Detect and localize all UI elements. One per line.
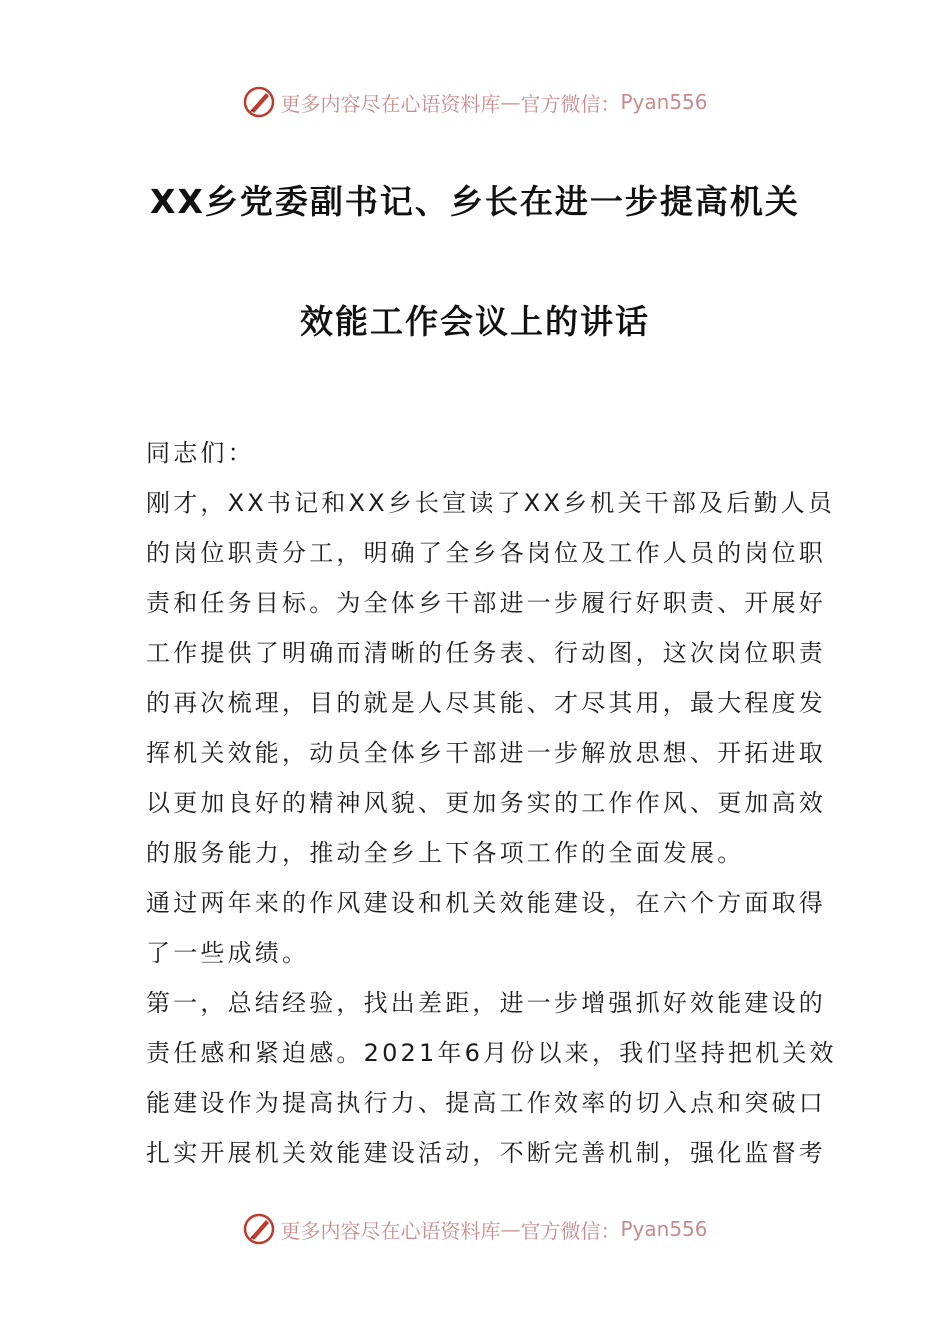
body-line: 能建设作为提高执行力、提高工作效率的切入点和突破口	[146, 1089, 826, 1117]
body-line: 刚才，XX书记和XX乡长宣读了XX乡机关干部及后勤人员	[146, 489, 836, 517]
body-line: 挥机关效能，动员全体乡干部进一步解放思想、开拓进取	[146, 739, 826, 767]
body-line: 的再次梳理，目的就是人尽其能、才尽其用，最大程度发	[146, 689, 826, 717]
document-title-line-1: XX乡党委副书记、乡长在进一步提高机关	[150, 182, 800, 221]
footer-watermark	[0, 1209, 950, 1249]
body-line: 了一些成绩。	[146, 939, 310, 967]
watermark-separator: —	[500, 90, 521, 114]
body-line: 的岗位职责分工，明确了全乡各岗位及工作人员的岗位职	[146, 539, 826, 567]
document-body	[146, 428, 837, 1178]
watermark-text: 更多内容尽在心语资料库	[280, 91, 501, 116]
body-line: 的服务能力，推动全乡上下各项工作的全面发展。	[146, 839, 745, 867]
pen-logo-icon	[242, 85, 276, 119]
watermark-wechat-id: Pyan556	[620, 90, 708, 114]
body-line: 责和任务目标。为全体乡干部进一步履行好职责、开展好	[146, 589, 826, 617]
watermark-wechat-label: 官方微信：	[520, 91, 621, 116]
body-line: 第一，总结经验，找出差距，进一步增强抓好效能建设的	[146, 989, 826, 1017]
body-line: 工作提供了明确而清晰的任务表、行动图，这次岗位职责	[146, 639, 826, 667]
body-line: 责任感和紧迫感。2021年6月份以来，我们坚持把机关效	[146, 1039, 837, 1067]
body-line: 同志们：	[146, 439, 255, 467]
pen-logo-icon	[242, 1212, 276, 1246]
body-line: 扎实开展机关效能建设活动，不断完善机制，强化监督考	[146, 1139, 826, 1167]
document-title-line-2: 效能工作会议上的讲话	[300, 302, 650, 341]
body-line: 通过两年来的作风建设和机关效能建设，在六个方面取得	[146, 889, 826, 917]
header-watermark	[0, 82, 950, 122]
watermark-wechat-label: 官方微信：	[520, 1218, 621, 1243]
watermark-wechat-id: Pyan556	[620, 1217, 708, 1241]
watermark-text: 更多内容尽在心语资料库	[280, 1218, 501, 1243]
body-line: 以更加良好的精神风貌、更加务实的工作作风、更加高效	[146, 789, 826, 817]
watermark-separator: —	[500, 1217, 521, 1241]
